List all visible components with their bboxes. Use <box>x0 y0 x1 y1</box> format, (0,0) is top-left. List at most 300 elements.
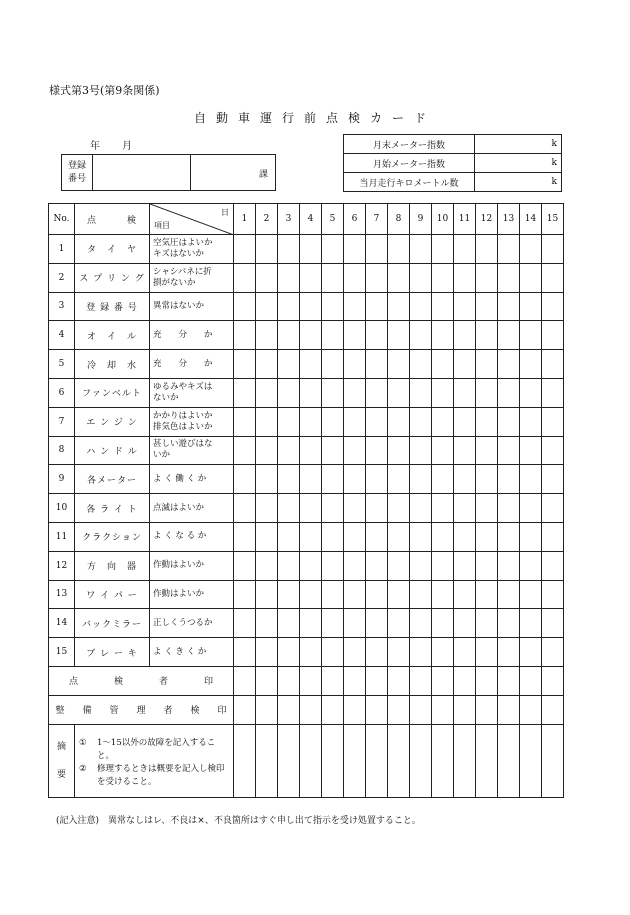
day-cell[interactable] <box>366 407 388 436</box>
day-cell[interactable] <box>322 407 344 436</box>
day-cell[interactable] <box>300 235 322 264</box>
day-cell[interactable] <box>498 465 520 494</box>
day-cell[interactable] <box>322 263 344 292</box>
day-cell[interactable] <box>498 378 520 407</box>
day-cell[interactable] <box>300 436 322 465</box>
day-cell[interactable] <box>520 263 542 292</box>
stamp-cell[interactable] <box>278 695 300 724</box>
day-cell[interactable] <box>344 609 366 638</box>
day-cell[interactable] <box>432 321 454 350</box>
day-cell[interactable] <box>234 522 256 551</box>
stamp-cell[interactable] <box>388 666 410 695</box>
day-cell[interactable] <box>388 436 410 465</box>
day-cell[interactable] <box>300 350 322 379</box>
day-cell[interactable] <box>542 638 564 667</box>
day-cell[interactable] <box>366 263 388 292</box>
day-cell[interactable] <box>410 321 432 350</box>
day-cell[interactable] <box>278 407 300 436</box>
stamp-cell[interactable] <box>234 666 256 695</box>
day-cell[interactable] <box>520 350 542 379</box>
notes-cell[interactable] <box>542 724 564 797</box>
day-cell[interactable] <box>344 321 366 350</box>
day-cell[interactable] <box>476 407 498 436</box>
row-number: 12 <box>49 551 75 580</box>
day-cell[interactable] <box>476 321 498 350</box>
day-cell[interactable] <box>476 494 498 523</box>
table-row <box>49 436 564 465</box>
check-line-1: 甚しい遊びはな <box>153 439 213 450</box>
stamp-cell[interactable] <box>300 695 322 724</box>
day-cell[interactable] <box>520 436 542 465</box>
day-cell[interactable] <box>520 321 542 350</box>
stamp-cell[interactable] <box>344 695 366 724</box>
day-cell[interactable] <box>344 378 366 407</box>
day-cell[interactable] <box>278 551 300 580</box>
day-cell[interactable] <box>278 494 300 523</box>
day-cell[interactable] <box>366 522 388 551</box>
day-cell[interactable] <box>388 580 410 609</box>
stamp-cell[interactable] <box>542 695 564 724</box>
day-cell[interactable] <box>520 522 542 551</box>
table-row <box>49 321 564 350</box>
day-cell[interactable] <box>454 350 476 379</box>
day-cell[interactable] <box>366 551 388 580</box>
day-cell[interactable] <box>278 378 300 407</box>
row-check <box>150 465 234 494</box>
day-cell[interactable] <box>454 292 476 321</box>
day-cell[interactable] <box>410 580 432 609</box>
day-cell[interactable] <box>476 378 498 407</box>
day-cell[interactable] <box>300 551 322 580</box>
day-cell[interactable] <box>322 321 344 350</box>
day-cell[interactable] <box>322 638 344 667</box>
day-cell[interactable] <box>388 235 410 264</box>
day-cell[interactable] <box>300 580 322 609</box>
day-cell[interactable] <box>454 580 476 609</box>
day-cell[interactable] <box>344 235 366 264</box>
stamp-cell[interactable] <box>410 666 432 695</box>
day-cell[interactable] <box>278 580 300 609</box>
notes-cell[interactable] <box>410 724 432 797</box>
stamp-cell[interactable] <box>476 695 498 724</box>
day-cell[interactable] <box>454 609 476 638</box>
day-cell[interactable] <box>432 609 454 638</box>
day-cell[interactable] <box>498 436 520 465</box>
day-cell[interactable] <box>520 494 542 523</box>
day-cell[interactable] <box>344 465 366 494</box>
year-label: 年 <box>90 141 100 152</box>
table-row <box>49 263 564 292</box>
day-cell[interactable] <box>432 465 454 494</box>
day-cell[interactable] <box>234 263 256 292</box>
day-cell[interactable] <box>476 638 498 667</box>
day-cell[interactable] <box>278 350 300 379</box>
day-cell[interactable] <box>256 321 278 350</box>
day-cell[interactable] <box>344 263 366 292</box>
day-cell[interactable] <box>542 321 564 350</box>
notes-cell[interactable] <box>432 724 454 797</box>
stamp-cell[interactable] <box>344 666 366 695</box>
day-cell[interactable] <box>256 350 278 379</box>
stamp-cell[interactable] <box>520 666 542 695</box>
stamp-cell[interactable] <box>432 695 454 724</box>
day-cell[interactable] <box>454 263 476 292</box>
day-cell[interactable] <box>388 494 410 523</box>
day-cell[interactable] <box>410 263 432 292</box>
day-cell[interactable] <box>322 580 344 609</box>
day-cell[interactable] <box>388 378 410 407</box>
day-cell[interactable] <box>366 638 388 667</box>
day-cell[interactable] <box>520 407 542 436</box>
day-cell[interactable] <box>476 292 498 321</box>
day-cell[interactable] <box>498 551 520 580</box>
day-cell[interactable] <box>498 609 520 638</box>
day-cell[interactable] <box>542 263 564 292</box>
day-cell[interactable] <box>542 494 564 523</box>
day-cell[interactable] <box>432 378 454 407</box>
day-cell[interactable] <box>454 235 476 264</box>
day-cell[interactable] <box>542 292 564 321</box>
day-cell[interactable] <box>454 494 476 523</box>
stamp-cell[interactable] <box>432 666 454 695</box>
day-cell[interactable] <box>300 638 322 667</box>
day-cell[interactable] <box>344 292 366 321</box>
day-cell[interactable] <box>300 522 322 551</box>
day-cell[interactable] <box>410 638 432 667</box>
day-cell[interactable] <box>256 522 278 551</box>
day-cell[interactable] <box>256 378 278 407</box>
day-cell[interactable] <box>498 522 520 551</box>
day-cell[interactable] <box>520 609 542 638</box>
day-cell[interactable] <box>388 551 410 580</box>
day-cell[interactable] <box>234 465 256 494</box>
day-cell[interactable] <box>454 378 476 407</box>
day-cell[interactable] <box>322 436 344 465</box>
day-cell[interactable] <box>476 522 498 551</box>
day-cell[interactable] <box>300 494 322 523</box>
day-cell[interactable] <box>542 465 564 494</box>
day-cell[interactable] <box>256 292 278 321</box>
day-cell[interactable] <box>234 321 256 350</box>
notes-cell[interactable] <box>454 724 476 797</box>
day-cell[interactable] <box>476 609 498 638</box>
day-cell[interactable] <box>410 551 432 580</box>
registration-divider <box>190 155 191 190</box>
day-cell[interactable] <box>366 580 388 609</box>
meter-unit: k <box>475 154 562 173</box>
day-column-header: 6 <box>344 204 366 235</box>
day-cell[interactable] <box>366 350 388 379</box>
day-cell[interactable] <box>476 235 498 264</box>
day-cell[interactable] <box>410 494 432 523</box>
notes-cell[interactable] <box>366 724 388 797</box>
day-cell[interactable] <box>300 378 322 407</box>
day-cell[interactable] <box>344 494 366 523</box>
day-cell[interactable] <box>454 551 476 580</box>
day-cell[interactable] <box>432 292 454 321</box>
day-cell[interactable] <box>476 263 498 292</box>
notes-cell[interactable] <box>344 724 366 797</box>
day-cell[interactable] <box>410 235 432 264</box>
day-cell[interactable] <box>300 321 322 350</box>
check-line-1: かかりはよいか <box>153 410 213 421</box>
day-cell[interactable] <box>278 609 300 638</box>
day-cell[interactable] <box>432 638 454 667</box>
day-cell[interactable] <box>234 407 256 436</box>
day-cell[interactable] <box>454 465 476 494</box>
day-cell[interactable] <box>476 465 498 494</box>
day-cell[interactable] <box>432 522 454 551</box>
meter-row <box>344 135 562 154</box>
check-line-2: キズはないか <box>153 248 204 259</box>
table-row <box>49 580 564 609</box>
table-row <box>49 350 564 379</box>
day-cell[interactable] <box>542 551 564 580</box>
stamp-cell[interactable] <box>454 666 476 695</box>
day-cell[interactable] <box>388 263 410 292</box>
manager-row <box>49 695 564 724</box>
day-cell[interactable] <box>322 522 344 551</box>
stamp-cell[interactable] <box>476 666 498 695</box>
day-cell[interactable] <box>520 292 542 321</box>
stamp-cell[interactable] <box>454 695 476 724</box>
day-cell[interactable] <box>432 263 454 292</box>
day-cell[interactable] <box>234 551 256 580</box>
row-check <box>150 321 234 350</box>
notes-cell[interactable] <box>476 724 498 797</box>
day-cell[interactable] <box>322 378 344 407</box>
day-cell[interactable] <box>498 407 520 436</box>
stamp-cell[interactable] <box>322 666 344 695</box>
notes-cell[interactable] <box>256 724 278 797</box>
row-item: 各 ラ イ ト <box>75 494 150 523</box>
notes-cell[interactable] <box>388 724 410 797</box>
day-cell[interactable] <box>278 522 300 551</box>
day-cell[interactable] <box>322 494 344 523</box>
day-cell[interactable] <box>498 263 520 292</box>
day-cell[interactable] <box>366 378 388 407</box>
day-cell[interactable] <box>542 350 564 379</box>
day-cell[interactable] <box>322 350 344 379</box>
stamp-cell[interactable] <box>498 666 520 695</box>
day-cell[interactable] <box>388 407 410 436</box>
day-cell[interactable] <box>498 580 520 609</box>
day-cell[interactable] <box>542 609 564 638</box>
day-cell[interactable] <box>410 522 432 551</box>
day-cell[interactable] <box>344 638 366 667</box>
day-cell[interactable] <box>256 407 278 436</box>
row-item: 冷 却 水 <box>75 350 150 379</box>
day-cell[interactable] <box>432 235 454 264</box>
notes-cell[interactable] <box>234 724 256 797</box>
day-cell[interactable] <box>432 436 454 465</box>
day-cell[interactable] <box>234 436 256 465</box>
notes-cell[interactable] <box>498 724 520 797</box>
day-cell[interactable] <box>256 580 278 609</box>
day-cell[interactable] <box>278 465 300 494</box>
day-cell[interactable] <box>388 292 410 321</box>
day-cell[interactable] <box>278 638 300 667</box>
day-cell[interactable] <box>366 465 388 494</box>
day-cell[interactable] <box>498 494 520 523</box>
day-cell[interactable] <box>520 465 542 494</box>
meter-row <box>344 154 562 173</box>
day-cell[interactable] <box>498 350 520 379</box>
day-cell[interactable] <box>366 321 388 350</box>
day-cell[interactable] <box>520 638 542 667</box>
day-cell[interactable] <box>410 609 432 638</box>
day-cell[interactable] <box>388 609 410 638</box>
day-cell[interactable] <box>322 551 344 580</box>
day-cell[interactable] <box>432 551 454 580</box>
day-cell[interactable] <box>278 292 300 321</box>
day-cell[interactable] <box>498 235 520 264</box>
day-cell[interactable] <box>476 551 498 580</box>
stamp-cell[interactable] <box>542 666 564 695</box>
stamp-cell[interactable] <box>520 695 542 724</box>
day-cell[interactable] <box>476 350 498 379</box>
day-cell[interactable] <box>234 580 256 609</box>
day-cell[interactable] <box>432 580 454 609</box>
form-number: 様式第3号(第9条関係) <box>49 84 160 97</box>
day-cell[interactable] <box>388 522 410 551</box>
day-cell[interactable] <box>256 638 278 667</box>
inspection-table <box>48 203 564 798</box>
day-cell[interactable] <box>498 292 520 321</box>
day-cell[interactable] <box>476 436 498 465</box>
day-cell[interactable] <box>542 580 564 609</box>
stamp-cell[interactable] <box>234 695 256 724</box>
check-line-2: 排気色はよいか <box>153 421 213 432</box>
day-cell[interactable] <box>454 407 476 436</box>
stamp-cell[interactable] <box>300 666 322 695</box>
stamp-cell[interactable] <box>278 666 300 695</box>
stamp-cell[interactable] <box>322 695 344 724</box>
notes-cell[interactable] <box>278 724 300 797</box>
section-label: 課 <box>258 170 268 180</box>
meter-unit: k <box>475 135 562 154</box>
day-cell[interactable] <box>432 407 454 436</box>
day-cell[interactable] <box>278 263 300 292</box>
day-cell[interactable] <box>256 263 278 292</box>
day-cell[interactable] <box>410 292 432 321</box>
day-cell[interactable] <box>410 436 432 465</box>
day-cell[interactable] <box>542 407 564 436</box>
day-cell[interactable] <box>278 321 300 350</box>
day-cell[interactable] <box>388 321 410 350</box>
day-cell[interactable] <box>300 465 322 494</box>
day-cell[interactable] <box>300 609 322 638</box>
day-cell[interactable] <box>234 609 256 638</box>
day-cell[interactable] <box>234 378 256 407</box>
day-cell[interactable] <box>454 321 476 350</box>
day-cell[interactable] <box>520 378 542 407</box>
day-cell[interactable] <box>256 551 278 580</box>
day-cell[interactable] <box>234 292 256 321</box>
day-cell[interactable] <box>410 407 432 436</box>
day-cell[interactable] <box>344 580 366 609</box>
day-cell[interactable] <box>256 465 278 494</box>
day-cell[interactable] <box>366 235 388 264</box>
day-cell[interactable] <box>322 609 344 638</box>
day-cell[interactable] <box>344 551 366 580</box>
day-cell[interactable] <box>410 465 432 494</box>
stamp-cell[interactable] <box>256 666 278 695</box>
day-cell[interactable] <box>234 494 256 523</box>
footer-note: (記入注意) 異常なしはレ、不良は×、不良箇所はすぐ申し出て指示を受け処置すること。 <box>56 816 421 826</box>
day-cell[interactable] <box>366 494 388 523</box>
day-cell[interactable] <box>278 235 300 264</box>
day-cell[interactable] <box>278 436 300 465</box>
day-cell[interactable] <box>542 436 564 465</box>
day-cell[interactable] <box>344 522 366 551</box>
day-cell[interactable] <box>322 465 344 494</box>
day-cell[interactable] <box>454 522 476 551</box>
day-cell[interactable] <box>300 292 322 321</box>
day-cell[interactable] <box>388 465 410 494</box>
day-cell[interactable] <box>520 580 542 609</box>
day-cell[interactable] <box>542 235 564 264</box>
day-cell[interactable] <box>454 638 476 667</box>
day-cell[interactable] <box>366 292 388 321</box>
day-cell[interactable] <box>498 638 520 667</box>
day-cell[interactable] <box>256 436 278 465</box>
notes-cell[interactable] <box>300 724 322 797</box>
day-cell[interactable] <box>366 436 388 465</box>
day-cell[interactable] <box>476 580 498 609</box>
row-number: 2 <box>49 263 75 292</box>
stamp-cell[interactable] <box>410 695 432 724</box>
day-cell[interactable] <box>388 638 410 667</box>
day-cell[interactable] <box>410 350 432 379</box>
day-cell[interactable] <box>542 378 564 407</box>
day-cell[interactable] <box>322 235 344 264</box>
day-cell[interactable] <box>520 235 542 264</box>
day-cell[interactable] <box>542 522 564 551</box>
row-check <box>150 263 234 292</box>
day-cell[interactable] <box>256 235 278 264</box>
day-cell[interactable] <box>388 350 410 379</box>
stamp-cell[interactable] <box>388 695 410 724</box>
notes-cell[interactable] <box>520 724 542 797</box>
stamp-cell[interactable] <box>366 695 388 724</box>
row-number: 7 <box>49 407 75 436</box>
day-cell[interactable] <box>366 609 388 638</box>
day-cell[interactable] <box>344 436 366 465</box>
day-cell[interactable] <box>498 321 520 350</box>
day-cell[interactable] <box>432 350 454 379</box>
day-cell[interactable] <box>300 407 322 436</box>
notes-cell[interactable] <box>322 724 344 797</box>
day-cell[interactable] <box>344 407 366 436</box>
day-cell[interactable] <box>256 494 278 523</box>
stamp-cell[interactable] <box>366 666 388 695</box>
day-cell[interactable] <box>234 235 256 264</box>
day-cell[interactable] <box>234 350 256 379</box>
day-cell[interactable] <box>454 436 476 465</box>
day-cell[interactable] <box>300 263 322 292</box>
day-cell[interactable] <box>520 551 542 580</box>
day-cell[interactable] <box>234 638 256 667</box>
day-cell[interactable] <box>344 350 366 379</box>
meter-label: 月始メーター指数 <box>344 154 475 173</box>
day-cell[interactable] <box>256 609 278 638</box>
stamp-cell[interactable] <box>256 695 278 724</box>
day-cell[interactable] <box>432 494 454 523</box>
stamp-cell[interactable] <box>498 695 520 724</box>
day-cell[interactable] <box>410 378 432 407</box>
day-cell[interactable] <box>322 292 344 321</box>
